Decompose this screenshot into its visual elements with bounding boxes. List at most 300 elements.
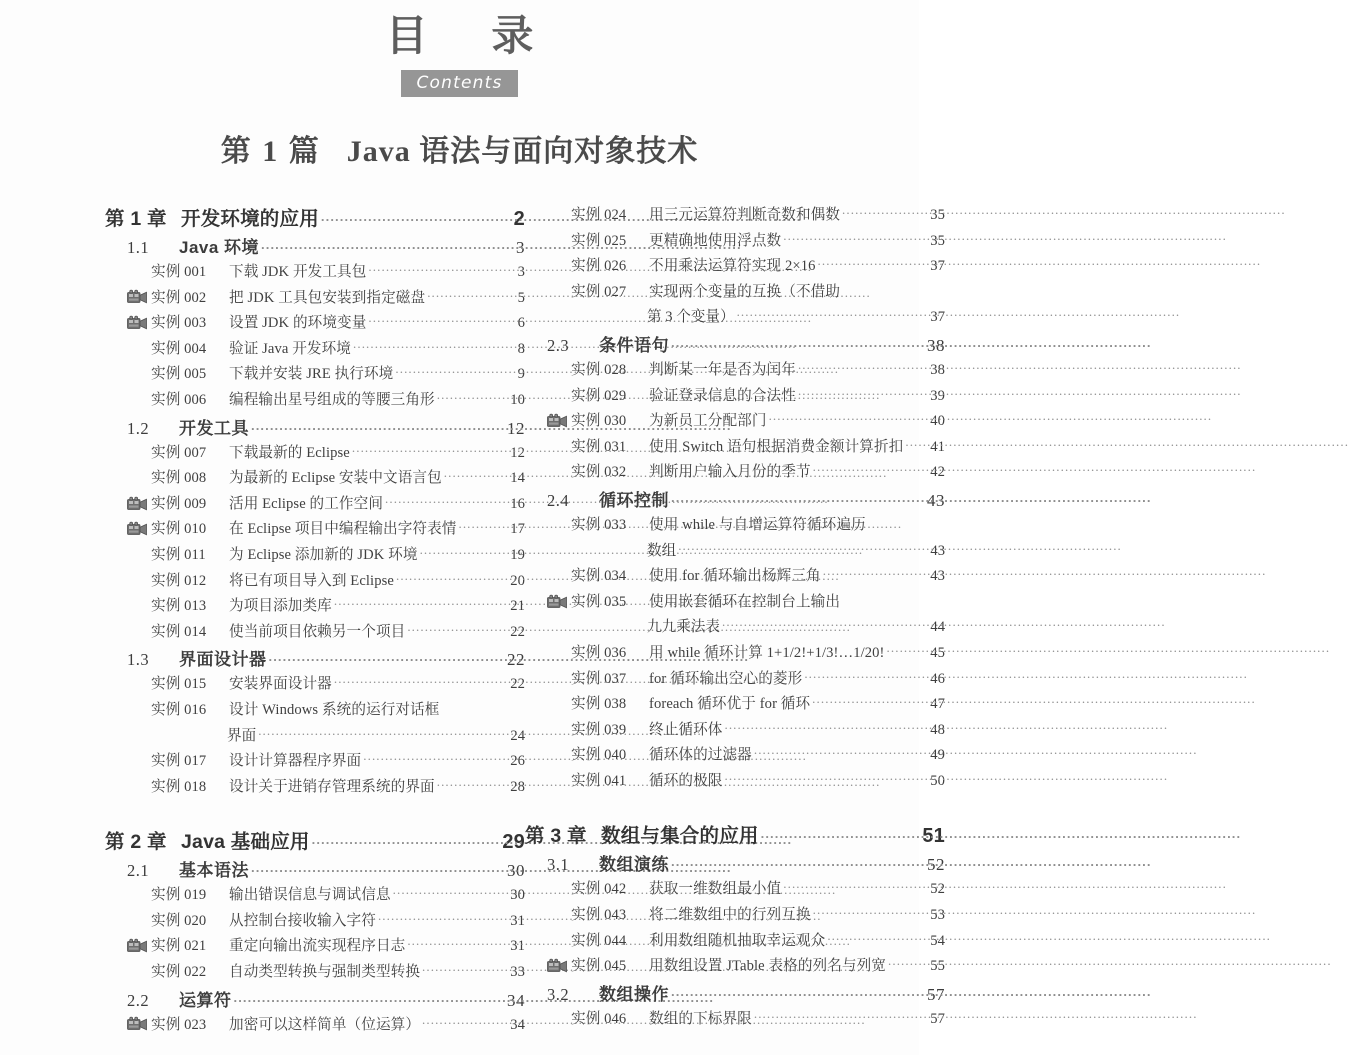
example-number: 实例 022 [151,964,207,981]
section-number: 1.3 [127,650,150,670]
page-number: 14 [510,470,525,487]
icon-slot-empty [127,915,149,929]
chapter-number: 第 3 章 [525,825,587,848]
toc-example-entry[interactable] [525,1007,945,1033]
example-number: 实例 046 [571,1010,627,1027]
entry-title: 设计关于进销存管理系统的界面 [229,778,435,795]
entry-title: 用数组设置 JTable 表格的列名与列宽 [649,958,886,975]
toc-chapter-entry[interactable] [105,203,525,233]
icon-slot-empty [547,441,569,455]
video-camera-icon [127,1018,149,1032]
page-number: 54 [930,932,945,949]
part-label: 第 1 篇 [220,135,321,168]
icon-slot-empty [547,698,569,712]
toc-example-entry[interactable] [525,929,945,955]
entry-title: 为最新的 Eclipse 安装中文语言包 [229,470,442,487]
icon-slot-empty [547,234,569,248]
entry-title: 为 Eclipse 添加新的 JDK 环境 [229,546,418,563]
example-number: 实例 024 [571,207,627,223]
video-camera-icon [127,498,149,512]
toc-example-entry[interactable] [105,594,525,620]
icon-slot-empty [547,909,569,923]
dot-leader [798,359,922,374]
icon-slot-empty [547,1013,569,1027]
section-number: 2.4 [547,490,570,510]
entry-title: 第 3 个变量） [647,309,735,326]
example-number: 实例 012 [151,572,207,589]
toc-section-entry[interactable] [525,850,945,877]
toc-example-entry[interactable] [105,775,525,801]
dot-leader [321,206,502,226]
toc-chapter-entry[interactable] [525,820,945,850]
page-number: 53 [930,907,945,924]
icon-slot-empty [547,775,569,789]
page-number: 34 [507,990,525,1010]
page-number: 39 [930,387,945,404]
entry-title: 设计 Windows 系统的运行对话框 [229,701,440,718]
dot-leader [888,956,922,971]
entry-title: 活用 Eclipse 的工作空间 [229,495,384,512]
video-camera-icon [547,960,569,974]
video-camera-icon [127,940,149,954]
entry-title: 开发工具 [179,418,249,438]
entry-title: 判断某一年是否为闰年 [649,361,796,378]
page-number: 35 [930,232,945,249]
icon-slot-empty [547,544,569,558]
icon-slot-empty [547,364,569,378]
entry-title: 用三元运算符判断奇数和偶数 [649,207,841,223]
toc-example-entry[interactable] [525,203,945,229]
example-number: 实例 009 [151,495,207,512]
page-number: 38 [930,361,945,378]
page-number: 55 [930,958,945,975]
example-number: 实例 028 [571,361,627,378]
entry-title: 验证登录信息的合法性 [649,387,796,404]
page-number: 19 [510,546,525,563]
example-number: 实例 005 [151,366,207,383]
entry-title: 使用嵌套循环在控制台上输出 [649,593,841,610]
icon-slot-empty [127,472,149,486]
dot-leader [363,751,502,766]
chapter-number: 第 1 章 [105,208,167,230]
page-number: 24 [510,727,525,744]
entry-title: 为项目添加类库 [229,598,332,615]
example-number: 实例 036 [571,644,627,661]
dot-leader [724,770,922,785]
toc-example-entry[interactable] [105,311,525,337]
toc-example-entry[interactable] [525,692,945,718]
page-number: 57 [930,1010,945,1027]
example-number: 实例 039 [571,721,627,738]
toc-example-entry[interactable] [105,388,525,414]
page-header [0,0,919,170]
page-number: 22 [510,676,525,693]
page-number: 30 [510,887,525,904]
example-number: 实例 019 [151,887,207,904]
entry-title: 获取一维数组最小值 [649,881,782,898]
toc-example-entry[interactable] [525,460,945,486]
icon-slot-empty [547,883,569,897]
page-number: 8 [517,340,525,357]
dot-leader [396,570,502,585]
entry-title: 判断用户输入月份的季节 [649,464,811,481]
dot-leader [251,417,502,434]
icon-slot-empty [547,723,569,737]
dot-leader [407,621,502,636]
toc-example-entry[interactable] [105,960,525,986]
toc-section-entry[interactable] [105,856,525,883]
toc-example-entry[interactable] [525,513,945,539]
toc-example-entry[interactable] [105,441,525,467]
toc-section-entry[interactable] [105,986,525,1013]
entry-title: 使用 for 循环输出杨辉三角 [649,568,821,585]
dot-leader [269,648,503,665]
toc-example-entry[interactable] [105,286,525,312]
toc-example-entry[interactable] [105,517,525,543]
toc-example-entry[interactable] [105,466,525,492]
dot-leader [251,859,502,876]
video-camera-icon [547,596,569,610]
icon-slot-empty [127,343,149,357]
dot-leader [798,385,922,400]
example-number: 实例 002 [151,289,207,306]
entry-title: 循环的极限 [649,772,723,789]
icon-slot-empty [127,889,149,903]
icon-slot-empty [127,626,149,640]
toc-continuation-line[interactable] [525,305,945,331]
example-number: 实例 014 [151,623,207,640]
toc-example-entry[interactable] [525,743,945,769]
example-number: 实例 008 [151,470,207,487]
entry-title: 编程输出星号组成的等腰三角形 [229,391,435,408]
example-number: 实例 034 [571,568,627,585]
page-number: 26 [510,753,525,770]
dot-leader [754,1008,922,1023]
entry-title: 把 JDK 工具包安装到指定磁盘 [229,289,426,306]
example-number: 实例 025 [571,232,627,249]
example-number: 实例 032 [571,464,627,481]
entry-title: 界面 [227,727,257,744]
toc-section-entry[interactable] [105,645,525,672]
video-camera-icon [127,317,149,331]
dot-leader [783,879,922,894]
dot-leader [769,411,922,426]
dot-leader [761,823,920,843]
toc-example-entry[interactable] [525,667,945,693]
toc-example-entry[interactable] [105,883,525,909]
toc-example-entry[interactable] [525,564,945,590]
section-number: 3.1 [547,855,570,875]
dot-leader [827,930,922,945]
dot-leader [754,745,922,760]
toc-example-entry[interactable] [105,909,525,935]
toc-columns [0,203,945,1038]
section-spacer [525,794,945,820]
example-number: 实例 026 [571,258,627,275]
dot-leader [887,642,922,657]
video-camera-icon [127,523,149,537]
page-number: 51 [922,825,945,848]
example-number: 实例 021 [151,938,207,955]
contents-badge: Contents [401,70,517,97]
example-number: 实例 035 [571,593,627,610]
toc-example-entry[interactable] [525,435,945,461]
entry-title: 数组与集合的应用 [601,825,759,848]
example-number: 实例 006 [151,391,207,408]
entry-title: 使用 Switch 语句根据消费金额计算折扣 [649,438,904,455]
page-number: 45 [930,644,945,661]
example-number: 实例 010 [151,521,207,538]
dot-leader [671,853,922,870]
entry-title: 循环控制 [599,490,669,510]
toc-example-entry[interactable] [525,877,945,903]
dot-leader [334,596,502,611]
page-number: 33 [510,964,525,981]
example-number: 实例 043 [571,907,627,924]
icon-slot-empty [127,729,149,743]
dot-leader [905,436,922,451]
page-number: 40 [930,413,945,430]
toc-example-entry[interactable] [105,362,525,388]
page-number: 28 [510,778,525,795]
page-number: 5 [517,289,525,306]
toc-continuation-line[interactable] [525,539,945,565]
icon-slot-empty [547,749,569,763]
video-camera-icon [127,291,149,305]
dot-leader [368,261,502,276]
page-number: 29 [502,831,525,854]
toc-example-entry[interactable] [525,409,945,435]
example-number: 实例 018 [151,778,207,795]
toc-column-right [525,203,945,1038]
page-number: 52 [927,855,945,875]
dot-leader [444,468,502,483]
toc-example-entry[interactable] [525,384,945,410]
dot-leader [427,287,502,302]
entry-title: 为新员工分配部门 [649,413,767,430]
toc-example-entry[interactable] [525,229,945,255]
dot-leader [722,617,922,632]
page-number: 42 [930,464,945,481]
icon-slot-empty [127,266,149,280]
icon-slot-empty [547,519,569,533]
icon-slot-empty [127,600,149,614]
entry-title: 界面设计器 [179,650,267,670]
icon-slot-empty [127,394,149,408]
page-number: 47 [930,696,945,713]
entry-title: 使当前项目依赖另一个项目 [229,623,406,640]
toc-example-entry[interactable] [525,903,945,929]
page-number: 46 [930,670,945,687]
dot-leader [783,230,922,245]
icon-slot-empty [127,704,149,718]
entry-title: 运算符 [179,990,232,1010]
entry-title: 九九乘法表 [647,619,720,636]
example-number: 实例 013 [151,598,207,615]
entry-title: 用 while 循环计算 1+1/2!+1/3!…1/20! [649,644,885,661]
page-number: 43 [930,542,945,559]
section-number: 2.2 [127,990,150,1010]
entry-title: Java 基础应用 [181,831,310,854]
entry-title: 条件语句 [599,335,669,355]
entry-title: 数组演练 [599,855,669,875]
toc-example-entry[interactable] [525,718,945,744]
example-number: 实例 023 [151,1016,207,1033]
icon-slot-empty [127,780,149,794]
dot-leader [678,540,922,555]
toc-example-entry[interactable] [525,769,945,795]
entry-title: 循环体的过滤器 [649,747,752,764]
page-number: 50 [930,772,945,789]
toc-section-entry[interactable] [105,233,525,260]
dot-leader [407,936,502,951]
page-number: 48 [930,721,945,738]
dot-leader [385,493,502,508]
dot-leader [420,544,502,559]
dot-leader [378,910,502,925]
entry-title: 实现两个变量的互换（不借助 [649,283,841,300]
example-number: 实例 045 [571,958,627,975]
toc-example-entry[interactable] [105,934,525,960]
part-heading [0,126,919,170]
section-spacer [105,800,525,826]
page-number: 52 [930,881,945,898]
dot-leader [813,904,922,919]
entry-title: 不用乘法运算符实现 2×16 [649,258,816,275]
toc-chapter-entry[interactable] [105,826,525,856]
toc-section-entry[interactable] [525,331,945,358]
entry-title: 设置 JDK 的环境变量 [229,315,367,332]
example-number: 实例 040 [571,747,627,764]
video-camera-icon [547,415,569,429]
dot-leader [422,961,502,976]
example-number: 实例 016 [151,701,207,718]
toc-example-entry[interactable] [525,358,945,384]
toc-example-entry[interactable] [105,620,525,646]
example-number: 实例 007 [151,444,207,461]
page-number: 35 [930,207,945,223]
example-number: 实例 015 [151,676,207,693]
page-number: 3 [517,264,525,280]
example-number: 实例 031 [571,438,627,455]
section-number: 2.3 [547,335,570,355]
dot-leader [352,442,502,457]
dot-leader [312,829,500,849]
dot-leader [842,204,922,219]
example-number: 实例 030 [571,413,627,430]
icon-slot-empty [547,934,569,948]
example-number: 实例 001 [151,264,207,280]
toc-continuation-line[interactable] [105,724,525,750]
dot-leader [437,776,502,791]
dot-leader [671,489,922,506]
dot-leader [812,694,922,709]
toc-example-entry[interactable] [105,698,525,724]
dot-leader [368,313,502,328]
icon-slot-empty [547,260,569,274]
toc-section-entry[interactable] [525,980,945,1007]
toc-section-entry[interactable] [105,414,525,441]
entry-title: 在 Eclipse 项目中编程输出字符表情 [229,521,457,538]
toc-example-entry[interactable] [525,254,945,280]
example-number: 实例 029 [571,387,627,404]
icon-slot-empty [127,755,149,769]
entry-title: 终止循环体 [649,721,723,738]
toc-example-entry[interactable] [105,749,525,775]
page-number: 6 [517,315,525,332]
toc-continuation-line[interactable] [525,615,945,641]
entry-title: 重定向输出流实现程序日志 [229,938,406,955]
page-title: 目 录 [385,12,560,59]
example-number: 实例 011 [151,546,206,563]
dot-leader [458,519,502,534]
entry-title: foreach 循环优于 for 循环 [649,696,811,713]
page-number: 44 [930,619,945,636]
dot-leader [422,1014,502,1029]
page-number: 57 [927,984,945,1004]
dot-leader [813,462,922,477]
entry-title: 设计计算器程序界面 [229,753,362,770]
dot-leader [671,334,922,351]
example-number: 实例 041 [571,772,627,789]
toc-example-entry[interactable] [105,543,525,569]
example-number: 实例 037 [571,670,627,687]
page-number: 37 [930,309,945,326]
entry-title: Java 环境 [179,238,260,257]
toc-section-entry[interactable] [525,486,945,513]
page-number: 37 [930,258,945,275]
toc-example-entry[interactable] [525,954,945,980]
toc-example-entry[interactable] [105,672,525,698]
toc-example-entry[interactable] [105,337,525,363]
page-number: 30 [507,861,525,881]
toc-example-entry[interactable] [525,590,945,616]
toc-example-entry[interactable] [105,569,525,595]
icon-slot-empty [547,621,569,635]
toc-column-left [105,203,525,1038]
toc-example-entry[interactable] [105,1013,525,1039]
page-number: 3 [516,238,525,257]
icon-slot-empty [127,368,149,382]
entry-title: 开发环境的应用 [181,208,319,230]
page-number: 22 [510,623,525,640]
toc-example-entry[interactable] [525,280,945,306]
entry-title: 输出错误信息与调试信息 [229,887,391,904]
section-number: 1.1 [127,238,150,257]
dot-leader [234,989,503,1006]
page-number: 12 [507,418,525,438]
entry-title: 更精确地使用浮点数 [649,232,782,249]
entry-title: 利用数组随机抽取幸运观众 [649,932,826,949]
entry-title: 基本语法 [179,861,249,881]
contents-badge-wrap [0,70,919,100]
entry-title: 下载最新的 Eclipse [229,444,350,461]
icon-slot-empty [547,311,569,325]
entry-title: 将二维数组中的行列互换 [649,907,811,924]
page-number: 49 [930,747,945,764]
page-number: 21 [510,598,525,615]
entry-title: 加密可以这样简单（位运算） [229,1016,421,1033]
example-number: 实例 017 [151,753,207,770]
toc-example-entry[interactable] [105,492,525,518]
toc-example-entry[interactable] [525,641,945,667]
icon-slot-empty [547,209,569,223]
entry-title: for 循环输出空心的菱形 [649,670,803,687]
example-number: 实例 004 [151,340,207,357]
toc-example-entry[interactable] [105,260,525,286]
entry-title: 从控制台接收输入字符 [229,912,376,929]
entry-title: 下载 JDK 开发工具包 [229,264,367,280]
